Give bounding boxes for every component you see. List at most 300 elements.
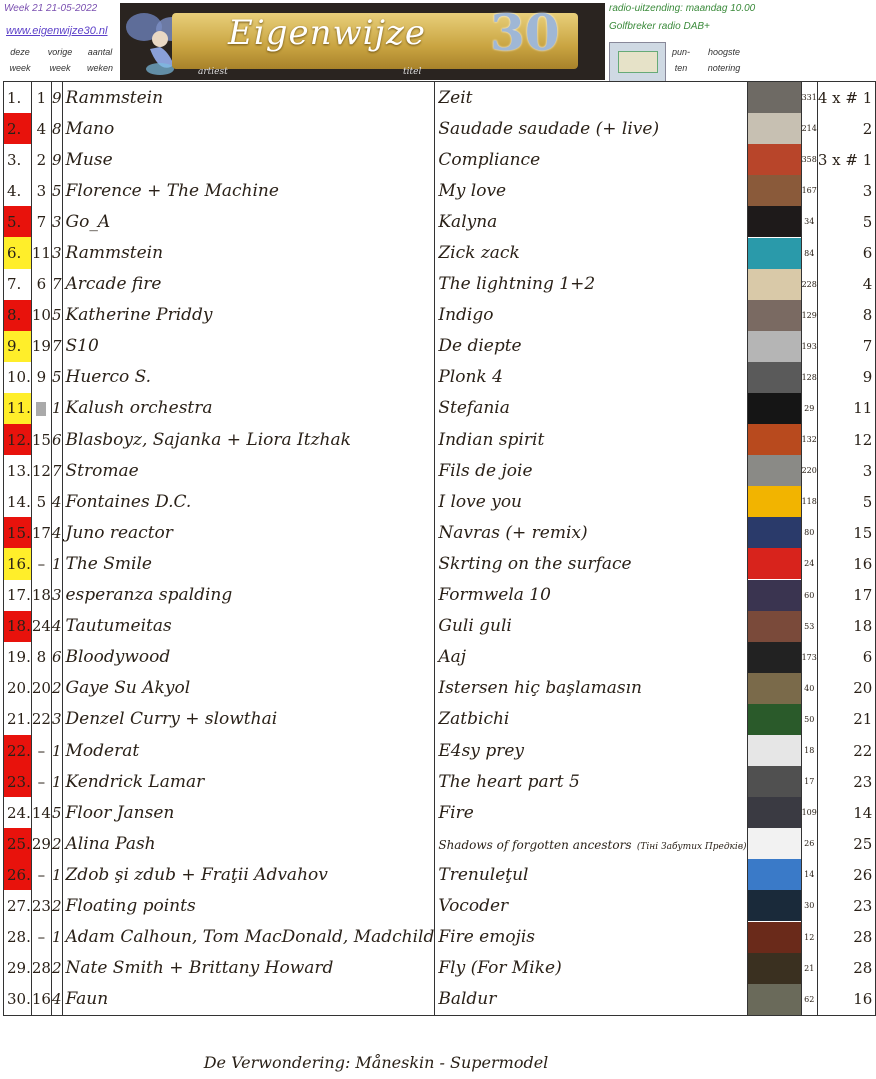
points: 40	[801, 673, 817, 704]
position-this-week: 5.	[4, 206, 32, 237]
chart-row	[4, 735, 876, 766]
artist-name: esperanza spalding	[62, 580, 435, 611]
banner-title-label: titel	[403, 67, 422, 77]
chart-row	[4, 269, 876, 300]
album-cover-icon	[748, 673, 801, 704]
highest-position: 9	[817, 362, 875, 393]
points: 30	[801, 890, 817, 921]
weeks-on-chart: 1	[51, 859, 62, 890]
song-title: Zeit	[435, 82, 747, 114]
cover-art	[747, 393, 801, 424]
banner-number: 30	[490, 3, 560, 62]
points: 24	[801, 548, 817, 579]
weeks-on-chart: 2	[51, 828, 62, 859]
position-prev-week: 9	[31, 362, 51, 393]
cover-art	[747, 362, 801, 393]
chart-row	[4, 828, 876, 859]
position-this-week: 28.	[4, 922, 32, 953]
position-prev-week: 10	[31, 300, 51, 331]
weeks-on-chart: 4	[51, 486, 62, 517]
position-this-week: 17.	[4, 580, 32, 611]
chart-row	[4, 890, 876, 921]
song-title: Indigo	[435, 300, 747, 331]
song-title: Compliance	[435, 144, 747, 175]
chart-row	[4, 175, 876, 206]
album-cover-icon	[748, 890, 801, 921]
radio-station: Golfbreker radio DAB+	[609, 21, 710, 32]
album-cover-icon	[748, 393, 801, 424]
album-cover-icon	[748, 238, 801, 269]
album-cover-icon	[748, 517, 801, 548]
album-cover-icon	[748, 766, 801, 797]
cover-art	[747, 424, 801, 455]
position-this-week: 10.	[4, 362, 32, 393]
position-this-week: 16.	[4, 548, 32, 579]
cover-art	[747, 300, 801, 331]
header-left	[0, 0, 120, 80]
cover-art	[747, 144, 801, 175]
position-this-week: 8.	[4, 300, 32, 331]
position-prev-week: 16	[31, 984, 51, 1016]
artist-name: Muse	[62, 144, 435, 175]
weeks-on-chart: 1	[51, 548, 62, 579]
col-highest	[698, 44, 750, 76]
weeks-on-chart: 4	[51, 611, 62, 642]
points: 50	[801, 704, 817, 735]
album-cover-icon	[748, 548, 801, 579]
position-prev-week: 6	[31, 269, 51, 300]
col-points-l2: ten	[674, 63, 688, 73]
weeks-on-chart: 4	[51, 517, 62, 548]
points: 228	[801, 269, 817, 300]
song-title: Navras (+ remix)	[435, 517, 747, 548]
weeks-on-chart: 7	[51, 269, 62, 300]
song-title: Istersen hiç başlamasın	[435, 673, 747, 704]
chart-row	[4, 486, 876, 517]
cover-art	[747, 580, 801, 611]
position-prev-week: –	[31, 859, 51, 890]
position-prev-week: 18	[31, 580, 51, 611]
song-title-text: Shadows of forgotten ancestors	[438, 837, 632, 852]
position-this-week: 20.	[4, 673, 32, 704]
header-right	[607, 0, 756, 80]
cover-art	[747, 269, 801, 300]
chart-row	[4, 797, 876, 828]
radio-logo-icon	[609, 42, 666, 82]
cover-art	[747, 82, 801, 114]
artist-name: Floor Jansen	[62, 797, 435, 828]
points: 26	[801, 828, 817, 859]
album-cover-icon	[748, 859, 801, 890]
col-highest-l2: notering	[707, 63, 741, 73]
song-title: Fly (For Mike)	[435, 953, 747, 984]
highest-position: 23	[817, 766, 875, 797]
points: 331	[801, 82, 817, 114]
artist-name: Alina Pash	[62, 828, 435, 859]
album-cover-icon	[748, 455, 801, 486]
col-this-week-l2: week	[9, 63, 31, 73]
weeks-on-chart: 8	[51, 113, 62, 144]
song-title-note: (Тіні Забутих Предків)	[636, 841, 747, 852]
position-prev-week: 14	[31, 797, 51, 828]
position-prev-week: 1	[31, 82, 51, 114]
cover-art	[747, 206, 801, 237]
cover-art	[747, 766, 801, 797]
song-title: Trenuleţul	[435, 859, 747, 890]
highest-position: 4	[817, 269, 875, 300]
artist-name: Adam Calhoun, Tom MacDonald, Madchild	[62, 922, 435, 953]
highest-position: 17	[817, 580, 875, 611]
album-cover-icon	[748, 611, 801, 642]
cover-art	[747, 797, 801, 828]
weeks-on-chart: 6	[51, 642, 62, 673]
cover-art	[747, 517, 801, 548]
points: 12	[801, 922, 817, 953]
position-prev-week: –	[31, 766, 51, 797]
position-prev-week: 2	[31, 144, 51, 175]
points: 109	[801, 797, 817, 828]
col-prev-week-l1: vorige	[47, 47, 73, 57]
points: 128	[801, 362, 817, 393]
weeks-on-chart: 5	[51, 797, 62, 828]
col-this-week	[2, 44, 38, 76]
cover-art	[747, 113, 801, 144]
position-prev-week: –	[31, 548, 51, 579]
weeks-on-chart: 5	[51, 300, 62, 331]
artist-name: Gaye Su Akyol	[62, 673, 435, 704]
position-this-week: 3.	[4, 144, 32, 175]
album-cover-icon	[748, 300, 801, 331]
song-title: Baldur	[435, 984, 747, 1016]
artist-name: Mano	[62, 113, 435, 144]
points: 18	[801, 735, 817, 766]
artist-name: Juno reactor	[62, 517, 435, 548]
chart-row	[4, 517, 876, 548]
chart-row	[4, 424, 876, 455]
chart-row	[4, 953, 876, 984]
cover-art	[747, 455, 801, 486]
col-points	[666, 44, 696, 76]
highest-position: 16	[817, 548, 875, 579]
cover-art	[747, 984, 801, 1016]
album-cover-icon	[748, 642, 801, 673]
weeks-on-chart: 6	[51, 424, 62, 455]
points: 214	[801, 113, 817, 144]
artist-name: Moderat	[62, 735, 435, 766]
position-this-week: 7.	[4, 269, 32, 300]
position-prev-week	[31, 393, 51, 424]
cover-art	[747, 175, 801, 206]
col-this-week-l1: deze	[10, 47, 30, 57]
cover-art	[747, 704, 801, 735]
chart-row	[4, 113, 876, 144]
position-this-week: 25.	[4, 828, 32, 859]
artist-name: Kendrick Lamar	[62, 766, 435, 797]
song-title: Stefania	[435, 393, 747, 424]
album-cover-icon	[748, 331, 801, 362]
cover-art	[747, 237, 801, 268]
banner-title: Eigenwijze	[228, 13, 427, 53]
position-this-week: 22.	[4, 735, 32, 766]
banner-artist-label: artiest	[198, 67, 228, 77]
weeks-on-chart: 3	[51, 580, 62, 611]
empty-marker-icon	[36, 402, 46, 416]
chart-row	[4, 300, 876, 331]
song-title: Zatbichi	[435, 704, 747, 735]
album-cover-icon	[748, 953, 801, 984]
cover-art	[747, 859, 801, 890]
position-this-week: 1.	[4, 82, 32, 114]
weeks-on-chart: 2	[51, 673, 62, 704]
points: 14	[801, 859, 817, 890]
chart-row	[4, 362, 876, 393]
artist-name: Denzel Curry + slowthai	[62, 704, 435, 735]
highest-position: 28	[817, 953, 875, 984]
highest-position: 5	[817, 486, 875, 517]
position-prev-week: 8	[31, 642, 51, 673]
position-this-week: 30.	[4, 984, 32, 1016]
position-this-week: 23.	[4, 766, 32, 797]
highest-position: 6	[817, 237, 875, 268]
chart-row	[4, 237, 876, 268]
weeks-on-chart: 2	[51, 953, 62, 984]
song-title: Saudade saudade (+ live)	[435, 113, 747, 144]
position-prev-week: 19	[31, 331, 51, 362]
weeks-on-chart: 1	[51, 766, 62, 797]
artist-name: Floating points	[62, 890, 435, 921]
highest-position: 23	[817, 890, 875, 921]
chart-row	[4, 393, 876, 424]
highest-position: 22	[817, 735, 875, 766]
points: 21	[801, 953, 817, 984]
position-this-week: 26.	[4, 859, 32, 890]
points: 17	[801, 766, 817, 797]
artist-name: Fontaines D.C.	[62, 486, 435, 517]
song-title: Fire	[435, 797, 747, 828]
chart-row	[4, 984, 876, 1016]
chart-row	[4, 766, 876, 797]
points: 167	[801, 175, 817, 206]
highest-position: 8	[817, 300, 875, 331]
album-cover-icon	[748, 797, 801, 828]
song-title: E4sy prey	[435, 735, 747, 766]
weeks-on-chart: 9	[51, 82, 62, 114]
cover-art	[747, 735, 801, 766]
cover-art	[747, 890, 801, 921]
week-label: Week 21 21-05-2022	[4, 3, 98, 14]
album-cover-icon	[748, 269, 801, 300]
highest-position: 15	[817, 517, 875, 548]
chart-row	[4, 859, 876, 890]
highest-position: 3	[817, 455, 875, 486]
chart-row	[4, 144, 876, 175]
footer-highlight: De Verwondering: Måneskin - Supermodel	[203, 1053, 549, 1072]
artist-name: Kalush orchestra	[62, 393, 435, 424]
position-prev-week: 15	[31, 424, 51, 455]
position-prev-week: 20	[31, 673, 51, 704]
position-prev-week: 3	[31, 175, 51, 206]
artist-name: S10	[62, 331, 435, 362]
weeks-on-chart: 7	[51, 455, 62, 486]
highest-position: 21	[817, 704, 875, 735]
cover-art	[747, 331, 801, 362]
weeks-on-chart: 9	[51, 144, 62, 175]
cover-art	[747, 642, 801, 673]
chart-row	[4, 922, 876, 953]
chart-row	[4, 580, 876, 611]
position-this-week: 21.	[4, 704, 32, 735]
col-highest-l1: hoogste	[707, 47, 741, 57]
album-cover-icon	[748, 206, 801, 237]
position-this-week: 29.	[4, 953, 32, 984]
cover-art	[747, 953, 801, 984]
highest-position: 16	[817, 984, 875, 1016]
website-link[interactable]: www.eigenwijze30.nl	[6, 25, 108, 37]
col-prev-week-l2: week	[49, 63, 71, 73]
col-prev-week	[40, 44, 80, 76]
artist-name: Rammstein	[62, 237, 435, 268]
cover-art	[747, 486, 801, 517]
highest-position: 20	[817, 673, 875, 704]
points: 129	[801, 300, 817, 331]
weeks-on-chart: 3	[51, 237, 62, 268]
col-points-l1: pun-	[671, 47, 690, 57]
weeks-on-chart: 5	[51, 175, 62, 206]
position-prev-week: 12	[31, 455, 51, 486]
song-title: Fire emojis	[435, 922, 747, 953]
artist-name: Go_A	[62, 206, 435, 237]
album-cover-icon	[748, 704, 801, 735]
album-cover-icon	[748, 175, 801, 206]
position-prev-week: 11	[31, 237, 51, 268]
cover-art	[747, 611, 801, 642]
position-this-week: 4.	[4, 175, 32, 206]
song-title: Plonk 4	[435, 362, 747, 393]
song-title: The heart part 5	[435, 766, 747, 797]
position-prev-week: 24	[31, 611, 51, 642]
position-prev-week: 7	[31, 206, 51, 237]
weeks-on-chart: 1	[51, 922, 62, 953]
col-weeks-l2: weken	[86, 63, 113, 73]
song-title: Vocoder	[435, 890, 747, 921]
song-title: Fils de joie	[435, 455, 747, 486]
song-title: Skrting on the surface	[435, 548, 747, 579]
highest-position: 11	[817, 393, 875, 424]
album-cover-icon	[748, 144, 801, 175]
song-title: I love you	[435, 486, 747, 517]
col-weeks	[80, 44, 120, 76]
position-this-week: 13.	[4, 455, 32, 486]
points: 84	[801, 237, 817, 268]
song-title: Guli guli	[435, 611, 747, 642]
song-title: The lightning 1+2	[435, 269, 747, 300]
position-this-week: 19.	[4, 642, 32, 673]
highest-position: 4 x # 1	[817, 82, 875, 114]
cover-art	[747, 828, 801, 859]
points: 62	[801, 984, 817, 1016]
highest-position: 12	[817, 424, 875, 455]
cover-art	[747, 673, 801, 704]
song-title: My love	[435, 175, 747, 206]
album-cover-icon	[748, 486, 801, 517]
artist-name: Huerco S.	[62, 362, 435, 393]
position-prev-week: 17	[31, 517, 51, 548]
chart-row	[4, 331, 876, 362]
position-prev-week: 29	[31, 828, 51, 859]
col-weeks-l1: aantal	[87, 47, 113, 57]
points: 80	[801, 517, 817, 548]
song-title: Aaj	[435, 642, 747, 673]
weeks-on-chart: 7	[51, 331, 62, 362]
points: 132	[801, 424, 817, 455]
points: 173	[801, 642, 817, 673]
radio-schedule: radio-uitzending: maandag 10.00	[609, 3, 756, 14]
position-this-week: 14.	[4, 486, 32, 517]
song-title: Indian spirit	[435, 424, 747, 455]
position-this-week: 15.	[4, 517, 32, 548]
album-cover-icon	[748, 984, 801, 1015]
points: 29	[801, 393, 817, 424]
chart-row	[4, 673, 876, 704]
album-cover-icon	[748, 424, 801, 455]
position-this-week: 11.	[4, 393, 32, 424]
song-title: Kalyna	[435, 206, 747, 237]
position-prev-week: –	[31, 922, 51, 953]
position-this-week: 18.	[4, 611, 32, 642]
points: 220	[801, 455, 817, 486]
album-cover-icon	[748, 362, 801, 393]
artist-name: Faun	[62, 984, 435, 1016]
cover-art	[747, 922, 801, 953]
artist-name: Arcade fire	[62, 269, 435, 300]
highest-position: 6	[817, 642, 875, 673]
chart-table	[3, 81, 876, 1016]
album-cover-icon	[748, 922, 801, 953]
points: 34	[801, 206, 817, 237]
chart-row	[4, 548, 876, 579]
weeks-on-chart: 4	[51, 984, 62, 1016]
highest-position: 3 x # 1	[817, 144, 875, 175]
weeks-on-chart: 3	[51, 704, 62, 735]
album-cover-icon	[748, 82, 801, 113]
chart-row	[4, 704, 876, 735]
artist-name: The Smile	[62, 548, 435, 579]
artist-name: Florence + The Machine	[62, 175, 435, 206]
chart-row	[4, 455, 876, 486]
position-prev-week: 28	[31, 953, 51, 984]
album-cover-icon	[748, 113, 801, 144]
highest-position: 26	[817, 859, 875, 890]
position-this-week: 24.	[4, 797, 32, 828]
artist-name: Rammstein	[62, 82, 435, 114]
artist-name: Bloodywood	[62, 642, 435, 673]
chart-row	[4, 82, 876, 114]
highest-position: 18	[817, 611, 875, 642]
points: 53	[801, 611, 817, 642]
highest-position: 2	[817, 113, 875, 144]
album-cover-icon	[748, 580, 801, 611]
position-prev-week: 22	[31, 704, 51, 735]
points: 118	[801, 486, 817, 517]
artist-name: Blasboyz, Sajanka + Liora Itzhak	[62, 424, 435, 455]
album-cover-icon	[748, 735, 801, 766]
weeks-on-chart: 1	[51, 393, 62, 424]
artist-name: Tautumeitas	[62, 611, 435, 642]
highest-position: 28	[817, 922, 875, 953]
position-this-week: 6.	[4, 237, 32, 268]
banner	[120, 3, 605, 80]
points: 193	[801, 331, 817, 362]
